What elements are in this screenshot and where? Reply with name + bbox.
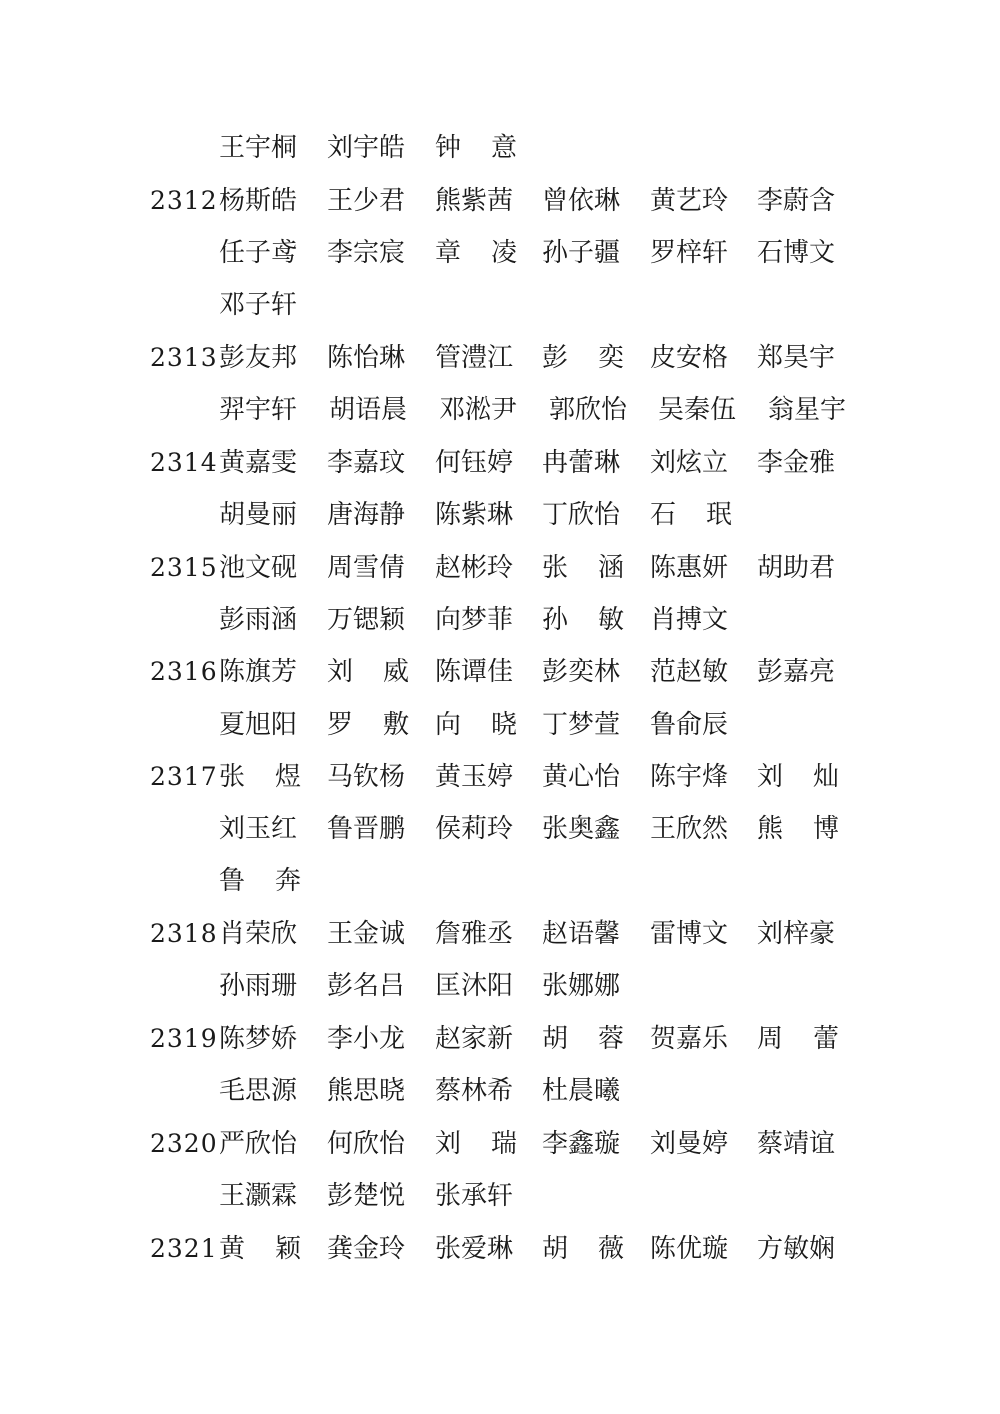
student-name: 刘玉红 [219,814,298,844]
student-name: 王宇桐 [219,133,298,163]
student-name: 马钦杨 [327,762,406,792]
student-name: 王灏霖 [219,1181,298,1211]
student-name: 黄心怡 [542,762,621,792]
student-name: 鲁晋鹏 [327,814,406,844]
class-row [0,548,1000,588]
student-name: 陈惠妍 [650,553,729,583]
continuation-row [0,285,1000,325]
class-number: 2316 [150,657,218,686]
student-name: 张奥鑫 [542,814,621,844]
student-name: 胡曼丽 [219,500,298,530]
student-name: 翁星宇 [768,395,847,425]
student-name: 雷博文 [650,919,729,949]
student-name: 胡助君 [757,553,836,583]
student-name: 章 凌 [435,238,517,268]
student-name: 杜晨曦 [542,1076,621,1106]
student-name: 周雪倩 [327,553,406,583]
continuation-row [0,861,1000,901]
student-name: 丁欣怡 [542,500,621,530]
student-name: 何欣怡 [327,1129,406,1159]
student-name: 王金诚 [327,919,406,949]
student-name: 曾依琳 [542,186,621,216]
class-row [0,757,1000,797]
student-name: 石 珉 [650,500,732,530]
student-name: 刘曼婷 [650,1129,729,1159]
student-name: 吴秦伍 [658,395,737,425]
student-name: 刘炫立 [650,448,729,478]
student-name: 池文砚 [219,553,298,583]
student-name: 黄 颖 [219,1234,301,1264]
student-name: 赵语馨 [542,919,621,949]
student-name: 蔡林希 [435,1076,514,1106]
student-name: 孙子疆 [542,238,621,268]
student-name: 邓淞尹 [439,395,518,425]
student-name: 李小龙 [327,1024,406,1054]
student-name: 丁梦萱 [542,710,621,740]
class-number: 2319 [150,1024,218,1053]
student-name: 熊 博 [757,814,839,844]
class-row [0,1229,1000,1269]
class-number: 2321 [150,1234,218,1263]
student-name: 张娜娜 [542,971,621,1001]
class-number: 2314 [150,448,218,477]
student-name: 张 涵 [542,553,624,583]
student-name: 黄嘉雯 [219,448,298,478]
class-number: 2313 [150,343,218,372]
student-name: 罗 敷 [327,710,409,740]
student-name: 郭欣怡 [549,395,628,425]
student-name: 罗梓轩 [650,238,729,268]
student-name: 蔡靖谊 [757,1129,836,1159]
student-name: 赵家新 [435,1024,514,1054]
student-name: 陈怡琳 [327,343,406,373]
student-name: 王少君 [327,186,406,216]
class-row [0,1124,1000,1164]
student-name: 彭雨涵 [219,605,298,635]
student-name: 范赵敏 [650,657,729,687]
student-name: 张爱琳 [435,1234,514,1264]
student-name: 鲁 奔 [219,866,301,896]
class-number: 2317 [150,762,218,791]
student-name: 羿宇轩 [219,395,298,425]
student-name: 夏旭阳 [219,710,298,740]
student-name: 侯莉玲 [435,814,514,844]
student-name: 肖荣欣 [219,919,298,949]
student-name: 张 煜 [219,762,301,792]
student-name: 黄玉婷 [435,762,514,792]
class-row [0,914,1000,954]
student-name: 周 蕾 [757,1024,839,1054]
student-name: 李鑫璇 [542,1129,621,1159]
continuation-row [0,128,1000,168]
student-name: 詹雅丞 [435,919,514,949]
student-name: 彭 奕 [542,343,624,373]
student-name: 李蔚含 [757,186,836,216]
class-row [0,338,1000,378]
student-name: 陈优璇 [650,1234,729,1264]
student-name: 彭名吕 [327,971,406,1001]
student-name: 向梦菲 [435,605,514,635]
student-name: 贺嘉乐 [650,1024,729,1054]
student-name: 黄艺玲 [650,186,729,216]
continuation-row [0,600,1000,640]
student-name: 管澧江 [435,343,514,373]
class-row [0,443,1000,483]
student-name: 王欣然 [650,814,729,844]
student-name: 何钰婷 [435,448,514,478]
student-name: 严欣怡 [219,1129,298,1159]
student-name: 刘 威 [327,657,409,687]
student-name: 陈梦娇 [219,1024,298,1054]
student-name: 李金雅 [757,448,836,478]
student-name: 彭嘉亮 [757,657,836,687]
student-name: 孙 敏 [542,605,624,635]
student-name: 熊思晓 [327,1076,406,1106]
class-number: 2312 [150,186,218,215]
student-name: 方敏娴 [757,1234,836,1264]
continuation-row [0,233,1000,273]
student-name: 龚金玲 [327,1234,406,1264]
student-name: 陈紫琳 [435,500,514,530]
continuation-row [0,1071,1000,1111]
student-name: 刘梓豪 [757,919,836,949]
continuation-row [0,809,1000,849]
class-number: 2315 [150,553,218,582]
student-name: 陈宇烽 [650,762,729,792]
student-name: 向 晓 [435,710,517,740]
student-name: 鲁俞辰 [650,710,729,740]
student-name: 张承轩 [435,1181,514,1211]
class-number: 2318 [150,919,218,948]
student-name: 彭友邦 [219,343,298,373]
class-number: 2320 [150,1129,218,1158]
student-name: 毛思源 [219,1076,298,1106]
student-name: 赵彬玲 [435,553,514,583]
continuation-row [0,1176,1000,1216]
student-name: 胡语晨 [329,395,408,425]
student-name: 陈旗芳 [219,657,298,687]
student-name: 胡 薇 [542,1234,624,1264]
student-name: 邓子轩 [219,290,298,320]
student-name: 钟 意 [435,133,517,163]
student-name: 刘 灿 [757,762,839,792]
student-name: 石博文 [757,238,836,268]
student-name: 皮安格 [650,343,729,373]
student-name: 彭奕林 [542,657,621,687]
student-name: 陈谭佳 [435,657,514,687]
student-name: 刘宇皓 [327,133,406,163]
student-name: 冉蕾琳 [542,448,621,478]
student-name: 郑昊宇 [757,343,836,373]
continuation-row [0,705,1000,745]
class-row [0,1019,1000,1059]
student-name: 万锶颖 [327,605,406,635]
continuation-row [0,495,1000,535]
student-name: 彭楚悦 [327,1181,406,1211]
student-name: 李嘉玟 [327,448,406,478]
student-name: 唐海静 [327,500,406,530]
class-row [0,652,1000,692]
continuation-row [0,390,1000,430]
student-name: 孙雨珊 [219,971,298,1001]
student-name: 刘 瑞 [435,1129,517,1159]
class-row [0,181,1000,221]
student-name: 匡沐阳 [435,971,514,1001]
student-name: 熊紫茜 [435,186,514,216]
student-name: 任子鸢 [219,238,298,268]
student-name: 肖搏文 [650,605,729,635]
student-name: 胡 蓉 [542,1024,624,1054]
continuation-row [0,966,1000,1006]
student-name: 李宗宸 [327,238,406,268]
student-name: 杨斯皓 [219,186,298,216]
